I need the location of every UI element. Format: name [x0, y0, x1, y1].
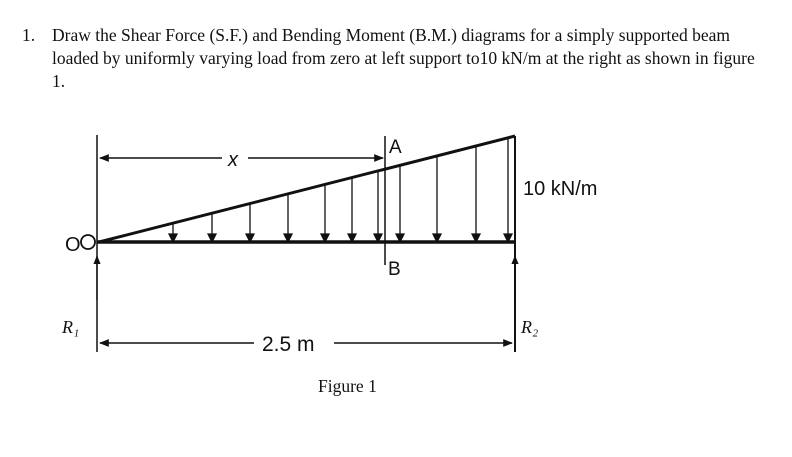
figure-caption: Figure 1 [318, 376, 377, 396]
problem-text: Draw the Shear Force (S.F.) and Bending Moment (B.M.) diagrams for a simply supported beam loaded by uniformly varying load from zero at left support to10 kN/m at the right as shown in figure 1. [52, 25, 755, 91]
load-sloped-edge [99, 136, 515, 242]
label-x: x [228, 149, 238, 171]
label-o: O [65, 234, 81, 256]
support-point-o [81, 235, 95, 249]
problem-number: 1. [22, 25, 36, 45]
label-r1: R₁ [62, 317, 80, 337]
label-b: B [388, 259, 401, 280]
label-span: 2.5 m [262, 333, 315, 356]
label-a: A [389, 137, 402, 158]
label-load-intensity: 10 kN/m [523, 178, 598, 200]
load-arrows [169, 138, 512, 242]
label-r2: R₂ [521, 317, 539, 337]
